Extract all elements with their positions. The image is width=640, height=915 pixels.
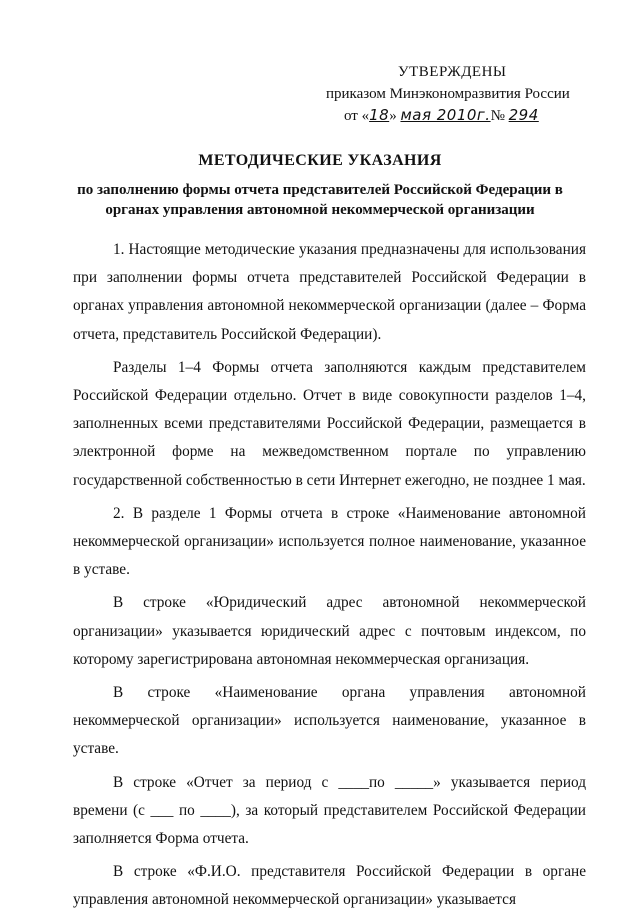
document-title: МЕТОДИЧЕСКИЕ УКАЗАНИЯ: [198, 152, 442, 169]
approval-date-line: [344, 106, 539, 125]
paragraph: 1. Настоящие методические указания предназначены для использования при заполнении формы отчета представителей Российской Федерации в органах управления автономной некоммерческой организации (далее – Форма отчета, представитель Российской Федерации).: [73, 241, 586, 343]
paragraph: 2. В разделе 1 Формы отчета в строке «Наименование автономной некоммерческой организации» используется полное наименование, указанное в уставе.: [73, 504, 586, 579]
paragraph: В строке «Ф.И.О. представителя Российской Федерации в органе управления автономной некоммерческой организации» указывается: [73, 863, 586, 909]
paragraph: В строке «Юридический адрес автономной некоммерческой организации» указывается юридический адрес с почтовым индексом, по которому зарегистрирована автономная некоммерческая организация.: [73, 594, 586, 668]
approval-order: приказом Минэкономразвития России: [326, 86, 570, 102]
document-subtitle: по заполнению формы отчета представителей Российской Федерации в органах управления автономной некоммерческой организации: [77, 182, 563, 218]
date-mid: »: [389, 108, 397, 124]
document-body: [73, 236, 586, 915]
handwritten-month-year: мая 2010г.: [400, 106, 491, 124]
paragraph: Разделы 1–4 Формы отчета заполняются каждым представителем Российской Федерации отдельно. Отчет в виде совокупности разделов 1–4, заполненных всеми представителями Российской Федерации, размещается в электронной форме на межведомственном портале по управлению государственной собственностью в сети Интернет ежегодно, не позднее 1 мая.: [73, 358, 586, 489]
date-prefix: от «: [344, 108, 370, 124]
number-prefix: №: [490, 108, 505, 124]
handwritten-number: 294: [508, 106, 539, 124]
handwritten-day: 18: [369, 106, 390, 124]
paragraph: В строке «Отчет за период с ____по _____» указывается период времени (с ___ по ____), за который представителем Российской Федерации заполняется Форма отчета.: [73, 773, 586, 848]
approval-title: УТВЕРЖДЕНЫ: [398, 64, 507, 80]
paragraph: В строке «Наименование органа управления автономной некоммерческой организации» используется наименование, указанное в уставе.: [73, 684, 586, 758]
